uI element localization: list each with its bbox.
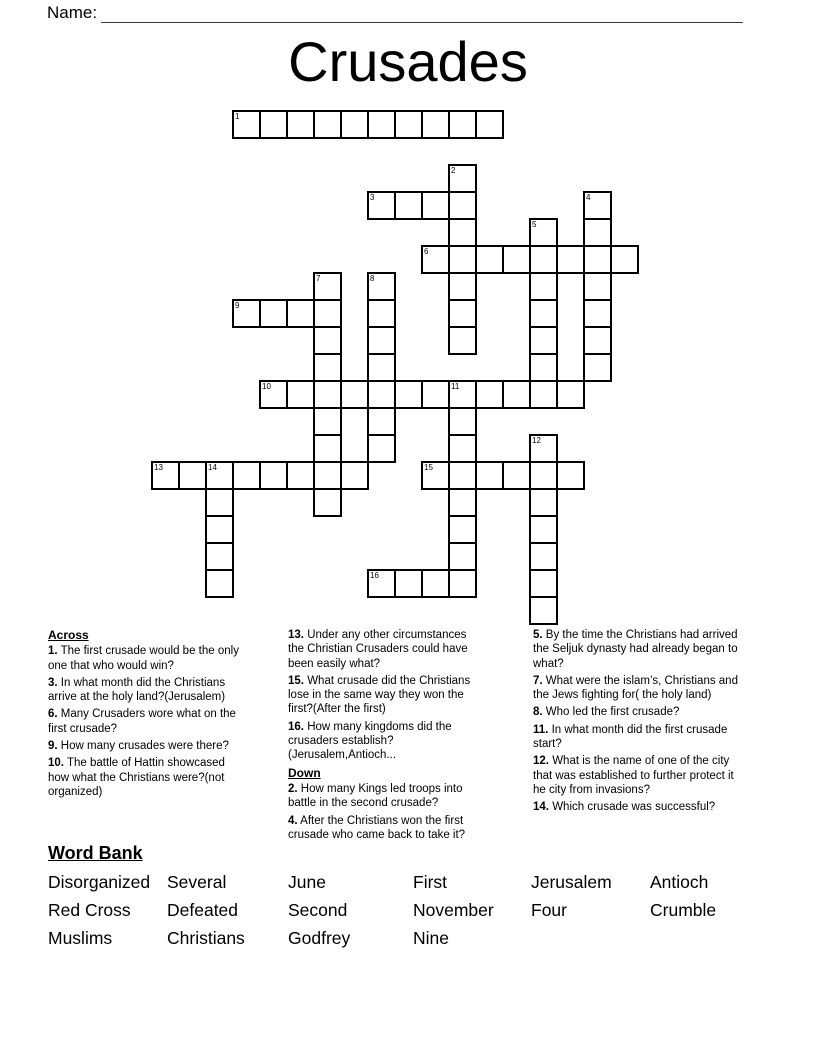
grid-cell[interactable] <box>475 245 504 274</box>
grid-cell[interactable] <box>529 299 558 328</box>
grid-cell[interactable] <box>313 380 342 409</box>
grid-cell[interactable] <box>583 326 612 355</box>
clue-text: What were the islam’s, Christians and the Jews fighting for( the holy land) <box>533 674 738 702</box>
name-label: Name: <box>47 3 98 22</box>
word-bank-item: Antioch <box>650 872 709 892</box>
clue-down-12 <box>533 754 741 797</box>
word-bank-item: Godfrey <box>288 928 351 948</box>
clue-number: 14. <box>533 801 549 814</box>
cell-number: 7 <box>316 274 321 283</box>
across-header: Across <box>48 628 89 642</box>
clue-down-5 <box>533 628 741 671</box>
grid-cell[interactable] <box>421 191 450 220</box>
grid-cell[interactable] <box>529 326 558 355</box>
clue-text: Which crusade was successful? <box>552 801 716 814</box>
clue-text: The battle of Hattin showcased how what the Christians were?(not organized) <box>48 757 225 798</box>
grid-cell[interactable] <box>421 380 450 409</box>
grid-cell[interactable] <box>367 569 396 598</box>
clue-text: How many crusades were there? <box>60 740 229 753</box>
clue-number: 3. <box>48 676 58 689</box>
grid-cell[interactable] <box>529 272 558 301</box>
word-bank-item: Disorganized <box>48 872 151 892</box>
clue-across-15 <box>288 674 485 717</box>
grid-cell[interactable] <box>583 299 612 328</box>
cell-number: 11 <box>451 382 460 391</box>
clue-number: 9. <box>48 740 58 753</box>
word-bank-item: Nine <box>413 928 449 948</box>
clues-column-mixed <box>288 628 485 845</box>
grid-cell[interactable] <box>205 515 234 544</box>
grid-cell[interactable] <box>448 110 477 139</box>
grid-cell[interactable] <box>178 461 207 490</box>
grid-cell[interactable] <box>340 461 369 490</box>
grid-cell[interactable] <box>448 461 477 490</box>
clue-number: 1. <box>48 645 58 658</box>
word-bank-item: Christians <box>167 928 245 948</box>
clue-text: How many kingdoms did the crusaders establish?(Jerusalem,Antioch... <box>288 720 452 762</box>
clue-number: 13. <box>288 629 304 641</box>
clue-down-14 <box>533 800 741 814</box>
grid-cell[interactable] <box>529 380 558 409</box>
grid-cell[interactable] <box>448 407 477 436</box>
grid-cell[interactable] <box>529 515 558 544</box>
grid-cell[interactable] <box>340 110 369 139</box>
word-bank-item: June <box>288 872 326 892</box>
grid-cell[interactable] <box>529 461 558 490</box>
grid-cell[interactable] <box>529 569 558 598</box>
cell-number: 6 <box>424 247 429 256</box>
grid-cell[interactable] <box>259 110 288 139</box>
grid-cell[interactable] <box>448 218 477 247</box>
cell-number: 16 <box>370 571 379 580</box>
clue-number: 10. <box>48 757 64 770</box>
clue-across-9 <box>48 739 244 753</box>
grid-cell[interactable] <box>421 110 450 139</box>
clue-down-11 <box>533 723 741 752</box>
grid-cell[interactable] <box>313 434 342 463</box>
grid-cell[interactable] <box>448 164 477 193</box>
clue-across-1 <box>48 644 244 673</box>
grid-cell[interactable] <box>205 488 234 517</box>
word-bank-header: Word Bank <box>48 843 143 863</box>
grid-cell[interactable] <box>340 380 369 409</box>
grid-cell[interactable] <box>394 191 423 220</box>
clue-number: 12. <box>533 755 549 768</box>
clue-number: 8. <box>533 706 543 719</box>
grid-cell[interactable] <box>367 380 396 409</box>
grid-cell[interactable] <box>367 353 396 382</box>
grid-cell[interactable] <box>232 299 261 328</box>
grid-cell[interactable] <box>448 191 477 220</box>
grid-cell[interactable] <box>286 299 315 328</box>
clue-number: 16. <box>288 720 304 733</box>
grid-cell[interactable] <box>259 299 288 328</box>
grid-cell[interactable] <box>367 326 396 355</box>
grid-cell[interactable] <box>529 245 558 274</box>
grid-cell[interactable] <box>529 434 558 463</box>
grid-cell[interactable] <box>448 272 477 301</box>
grid-cell[interactable] <box>313 326 342 355</box>
clue-number: 4. <box>288 814 298 827</box>
word-bank-grid <box>48 868 778 952</box>
word-bank-item: Four <box>531 900 567 920</box>
grid-cell[interactable] <box>583 353 612 382</box>
clue-across-13 <box>288 628 485 671</box>
clue-across-3 <box>48 676 244 705</box>
clue-text: Who led the first crusade? <box>545 706 680 719</box>
cell-number: 8 <box>370 274 375 283</box>
grid-cell[interactable] <box>232 110 261 139</box>
grid-cell[interactable] <box>313 272 342 301</box>
grid-cell[interactable] <box>475 380 504 409</box>
clue-text: After the Christians won the first crusade who came back to take it? <box>288 814 466 841</box>
grid-cell[interactable] <box>394 569 423 598</box>
word-bank-item: Second <box>288 900 348 920</box>
grid-cell[interactable] <box>448 542 477 571</box>
grid-cell[interactable] <box>313 353 342 382</box>
grid-cell[interactable] <box>502 245 531 274</box>
clue-text: By the time the Christians had arrived the Seljuk dynasty had already began to what? <box>533 629 738 670</box>
word-bank <box>48 843 778 952</box>
grid-cell[interactable] <box>448 569 477 598</box>
clue-text: Under any other circumstances the Christian Crusaders could have been easily what? <box>288 629 468 670</box>
cell-number: 14 <box>208 463 217 472</box>
grid-cell[interactable] <box>448 434 477 463</box>
grid-cell[interactable] <box>583 191 612 220</box>
clue-text: What is the name of one of the city that was established to further protect it he city from invasions? <box>533 755 734 796</box>
grid-cell[interactable] <box>259 461 288 490</box>
grid-cell[interactable] <box>556 380 585 409</box>
cell-number: 9 <box>235 301 240 310</box>
cell-number: 2 <box>451 166 456 175</box>
cell-number: 3 <box>370 193 375 202</box>
clue-text: Many Crusaders wore what on the first crusade? <box>48 708 236 735</box>
grid-cell[interactable] <box>529 596 558 625</box>
grid-cell[interactable] <box>205 542 234 571</box>
word-bank-item: Defeated <box>167 900 239 920</box>
clue-number: 2. <box>288 782 298 795</box>
grid-cell[interactable] <box>367 299 396 328</box>
grid-cell[interactable] <box>367 407 396 436</box>
grid-cell[interactable] <box>367 272 396 301</box>
word-bank-item: Muslims <box>48 928 113 948</box>
grid-cell[interactable] <box>394 380 423 409</box>
grid-cell[interactable] <box>286 461 315 490</box>
grid-cell[interactable] <box>205 461 234 490</box>
clue-down-4 <box>288 814 485 843</box>
grid-cell[interactable] <box>448 299 477 328</box>
word-bank-item: Several <box>167 872 227 892</box>
grid-cell[interactable] <box>367 434 396 463</box>
clue-text: What crusade did the Christians lose in the same way they won the first?(After the first) <box>288 674 471 716</box>
grid-cell[interactable] <box>286 110 315 139</box>
clue-down-7 <box>533 674 741 703</box>
cell-number: 15 <box>424 463 433 472</box>
grid-cell[interactable] <box>448 515 477 544</box>
down-header: Down <box>288 765 321 780</box>
grid-cell[interactable] <box>583 245 612 274</box>
grid-cell[interactable] <box>421 245 450 274</box>
grid-cell[interactable] <box>556 245 585 274</box>
grid-cell[interactable] <box>502 461 531 490</box>
grid-cell[interactable] <box>529 488 558 517</box>
clue-text: The first crusade would be the only one that who would win? <box>48 645 239 672</box>
cell-number: 4 <box>586 193 591 202</box>
clue-down-8 <box>533 705 741 719</box>
clue-number: 7. <box>533 674 543 687</box>
grid-cell[interactable] <box>313 461 342 490</box>
clue-across-16 <box>288 720 485 763</box>
grid-cell[interactable] <box>232 461 261 490</box>
grid-cell[interactable] <box>313 299 342 328</box>
grid-cell[interactable] <box>286 380 315 409</box>
grid-cell[interactable] <box>448 245 477 274</box>
clue-across-10 <box>48 756 244 799</box>
clues-column-down <box>533 628 741 818</box>
clues-column-across <box>48 628 244 802</box>
clue-number: 11. <box>533 723 549 736</box>
clue-number: 15. <box>288 674 304 687</box>
cell-number: 10 <box>262 382 271 391</box>
cell-number: 13 <box>154 463 163 472</box>
grid-cell[interactable] <box>259 380 288 409</box>
word-bank-item: First <box>413 872 448 892</box>
cell-number: 12 <box>532 436 541 445</box>
clue-down-2 <box>288 782 485 811</box>
grid-cell[interactable] <box>529 353 558 382</box>
word-bank-item: Jerusalem <box>531 872 612 892</box>
clue-text: In what month did the Christians arrive at the holy land?(Jerusalem) <box>48 676 226 704</box>
grid-cell[interactable] <box>448 326 477 355</box>
grid-cell[interactable] <box>313 407 342 436</box>
clue-across-6 <box>48 707 244 736</box>
grid-cell[interactable] <box>529 218 558 247</box>
grid-cell[interactable] <box>556 461 585 490</box>
grid-cell[interactable] <box>421 461 450 490</box>
grid-cell[interactable] <box>529 542 558 571</box>
clue-text: In what month did the first crusade start? <box>533 723 728 751</box>
grid-cell[interactable] <box>367 191 396 220</box>
word-bank-item: Red Cross <box>48 900 131 920</box>
grid-cell[interactable] <box>313 488 342 517</box>
clue-number: 5. <box>533 629 543 641</box>
grid-cell[interactable] <box>583 272 612 301</box>
cell-number: 5 <box>532 220 537 229</box>
clue-number: 6. <box>48 708 58 721</box>
grid-cell[interactable] <box>313 110 342 139</box>
grid-cell[interactable] <box>448 380 477 409</box>
cell-number: 1 <box>235 112 240 121</box>
grid-cell[interactable] <box>475 461 504 490</box>
grid-cell[interactable] <box>205 569 234 598</box>
grid-cell[interactable] <box>475 110 504 139</box>
grid-cell[interactable] <box>394 110 423 139</box>
name-line[interactable] <box>101 4 743 23</box>
clue-text: How many Kings led troops into battle in the second crusade? <box>288 782 463 810</box>
grid-cell[interactable] <box>610 245 639 274</box>
grid-cell[interactable] <box>151 461 180 490</box>
crossword-grid <box>151 110 664 625</box>
word-bank-item: Crumble <box>650 900 717 920</box>
grid-cell[interactable] <box>421 569 450 598</box>
grid-cell[interactable] <box>367 110 396 139</box>
word-bank-item: November <box>413 900 494 920</box>
grid-cell[interactable] <box>502 380 531 409</box>
page-title: Crusades <box>288 30 528 93</box>
grid-cell[interactable] <box>583 218 612 247</box>
grid-cell[interactable] <box>448 488 477 517</box>
